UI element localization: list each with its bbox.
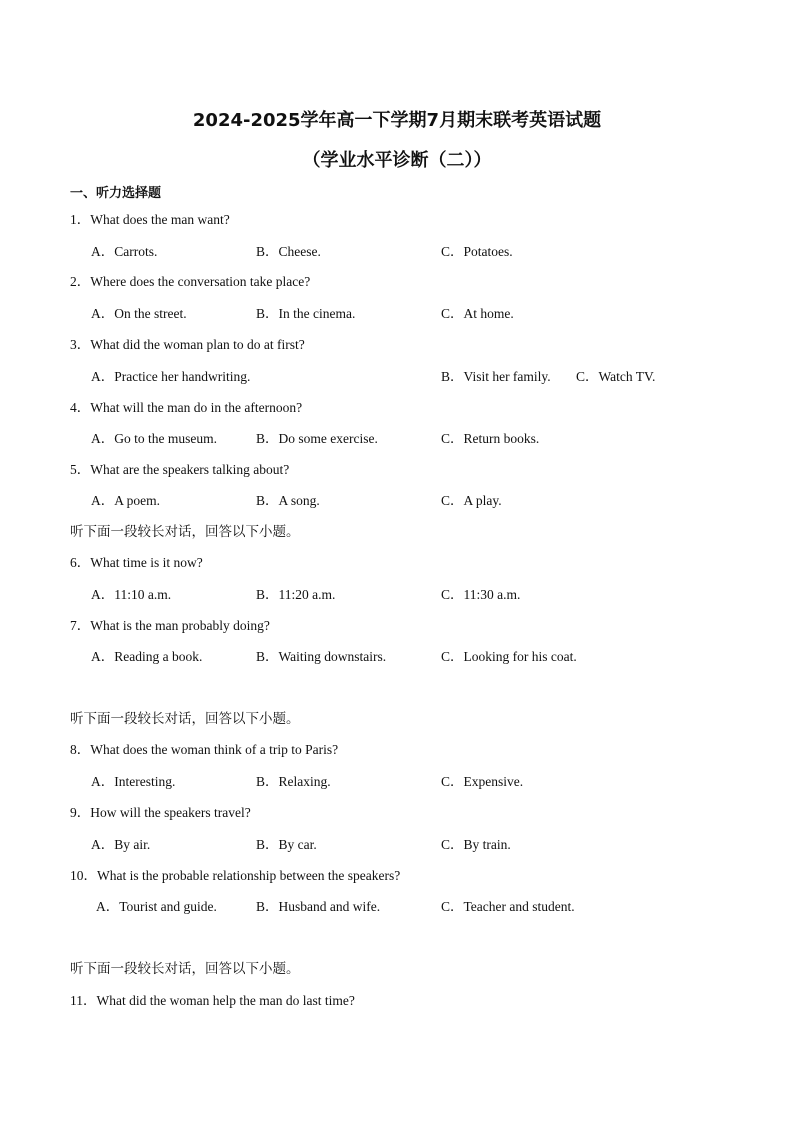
question-text: What does the man want?	[90, 212, 230, 227]
question-text: What are the speakers talking about?	[90, 462, 290, 477]
question-number: 4．	[70, 400, 91, 415]
question-1	[70, 208, 230, 228]
question-text: What does the woman think of a trip to Paris?	[90, 742, 339, 757]
option-8c[interactable]: C．Expensive.	[441, 774, 524, 789]
instruction-note: 听下面一段较长对话，回答以下小题。	[70, 711, 300, 727]
option-10c[interactable]: C．Teacher and student.	[441, 899, 575, 914]
question-number: 10．	[70, 868, 97, 883]
option-2c[interactable]: C．At home.	[441, 306, 514, 321]
question-6	[70, 551, 203, 571]
option-1a[interactable]: A．Carrots.	[91, 244, 158, 259]
option-8a[interactable]: A．Interesting.	[91, 774, 176, 789]
question-text: Where does the conversation take place?	[90, 274, 311, 289]
option-10a[interactable]: A．Tourist and guide.	[96, 899, 217, 914]
instruction-note: 听下面一段较长对话，回答以下小题。	[70, 961, 300, 977]
question-number: 1．	[70, 212, 91, 227]
option-3c[interactable]: C．Watch TV.	[576, 369, 656, 384]
option-10b[interactable]: B．Husband and wife.	[256, 899, 381, 914]
question-text: What will the man do in the afternoon?	[90, 400, 303, 415]
option-7a[interactable]: A．Reading a book.	[91, 649, 203, 664]
question-11	[70, 989, 355, 1009]
option-8b[interactable]: B．Relaxing.	[256, 774, 331, 789]
question-10	[70, 864, 400, 884]
question-number: 8．	[70, 742, 91, 757]
option-4b[interactable]: B．Do some exercise.	[256, 431, 378, 446]
option-1c[interactable]: C．Potatoes.	[441, 244, 513, 259]
question-7	[70, 614, 270, 634]
option-9a[interactable]: A．By air.	[91, 837, 151, 852]
option-6b[interactable]: B．11:20 a.m.	[256, 587, 336, 602]
option-2a[interactable]: A．On the street.	[91, 306, 187, 321]
option-7c[interactable]: C．Looking for his coat.	[441, 649, 577, 664]
question-text: What is the probable relationship between the speakers?	[97, 868, 401, 883]
option-4c[interactable]: C．Return books.	[441, 431, 540, 446]
question-text: What did the woman plan to do at first?	[90, 337, 305, 352]
option-4a[interactable]: A．Go to the museum.	[91, 431, 217, 446]
question-5	[70, 458, 289, 478]
option-5a[interactable]: A．A poem.	[91, 493, 160, 508]
instruction-note: 听下面一段较长对话，回答以下小题。	[70, 524, 300, 540]
question-number: 3．	[70, 337, 91, 352]
question-3	[70, 333, 305, 353]
question-text: What did the woman help the man do last time?	[96, 993, 355, 1008]
option-5c[interactable]: C．A play.	[441, 493, 502, 508]
question-number: 11．	[70, 993, 97, 1008]
question-number: 2．	[70, 274, 91, 289]
option-6c[interactable]: C．11:30 a.m.	[441, 587, 521, 602]
question-4	[70, 396, 302, 416]
question-9	[70, 801, 251, 821]
page-title: 2024-2025学年高一下学期7月期末联考英语试题	[192, 110, 602, 131]
question-text: How will the speakers travel?	[90, 805, 251, 820]
question-number: 9．	[70, 805, 91, 820]
option-3b[interactable]: B．Visit her family.	[441, 369, 551, 384]
question-number: 5．	[70, 462, 91, 477]
option-6a[interactable]: A．11:10 a.m.	[91, 587, 172, 602]
section-heading: 一、听力选择题	[70, 186, 162, 201]
option-3a[interactable]: A．Practice her handwriting.	[91, 369, 251, 384]
option-7b[interactable]: B．Waiting downstairs.	[256, 649, 387, 664]
question-2	[70, 270, 310, 290]
page-subtitle: （学业水平诊断（二））	[302, 150, 492, 171]
option-9c[interactable]: C．By train.	[441, 837, 511, 852]
question-text: What is the man probably doing?	[90, 618, 270, 633]
option-1b[interactable]: B．Cheese.	[256, 244, 321, 259]
question-number: 6．	[70, 555, 91, 570]
option-9b[interactable]: B．By car.	[256, 837, 317, 852]
question-number: 7．	[70, 618, 91, 633]
question-text: What time is it now?	[90, 555, 203, 570]
question-8	[70, 738, 338, 758]
option-5b[interactable]: B．A song.	[256, 493, 320, 508]
option-2b[interactable]: B．In the cinema.	[256, 306, 356, 321]
